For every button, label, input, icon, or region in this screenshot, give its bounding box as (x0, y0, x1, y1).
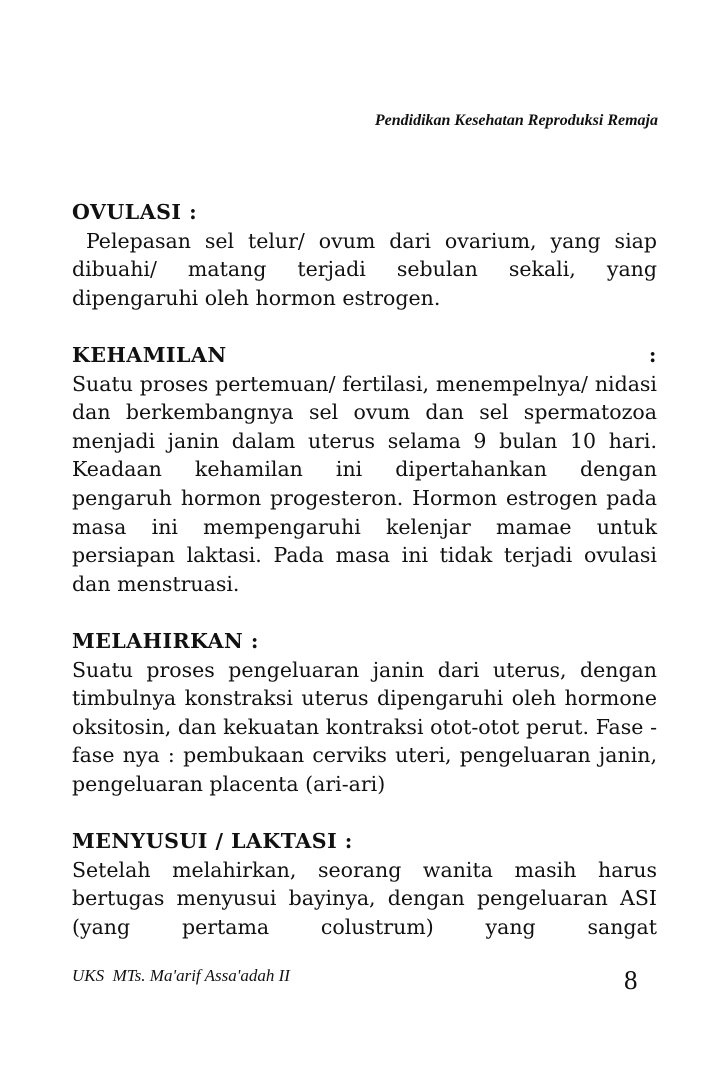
section-heading: MELAHIRKAN : (72, 628, 259, 653)
section-body: Pelepasan sel telur/ ovum dari ovarium, yang siap dibuahi/ matang terjadi sebulan sekali, yang dipengaruhi oleh hormon estrogen. (72, 228, 664, 310)
section-heading: MENYUSUI / LAKTASI : (72, 829, 353, 854)
section-kehamilan (72, 341, 657, 598)
section-melahirkan (72, 627, 657, 799)
footer-school-name: UKS MTs. Ma'arif Assa'adah II (72, 966, 290, 985)
section-menyusui (72, 827, 657, 941)
section-heading-colon: : (648, 342, 657, 367)
section-body: Suatu proses pengeluaran janin dari uterus, dengan timbulnya konstraksi uterus dipengaruhi oleh hormone oksitosin, dan kekuatan kontraksi otot-otot perut. Fase - fase nya : pembukaan cerviks uteri, pengeluaran janin, pengeluaran placenta (ari-ari) (72, 657, 657, 796)
section-heading-text: KEHAMILAN (72, 342, 227, 367)
section-body: Setelah melahirkan, seorang wanita masih harus bertugas menyusui bayinya, dengan pengeluaran ASI (yang pertama colustrum) yang sangat (72, 857, 657, 939)
section-heading (72, 341, 657, 370)
section-heading: OVULASI : (72, 200, 198, 224)
section-ovulasi (72, 198, 664, 312)
page-number: 8 (624, 965, 638, 995)
page-content (72, 198, 664, 970)
section-body: Suatu proses pertemuan/ fertilasi, menempelnya/ nidasi dan berkembangnya sel ovum dan sel spermatozoa menjadi janin dalam uterus selama 9 bulan 10 hari. Keadaan kehamilan ini dipertahankan dengan pengaruh hormon progesteron. Hormon estrogen pada masa ini mempengaruhi kelenjar mamae untuk persiapan laktasi. Pada masa ini tidak terjadi ovulasi dan menstruasi. (72, 371, 657, 596)
running-header: Pendidikan Kesehatan Reproduksi Remaja (374, 112, 658, 129)
